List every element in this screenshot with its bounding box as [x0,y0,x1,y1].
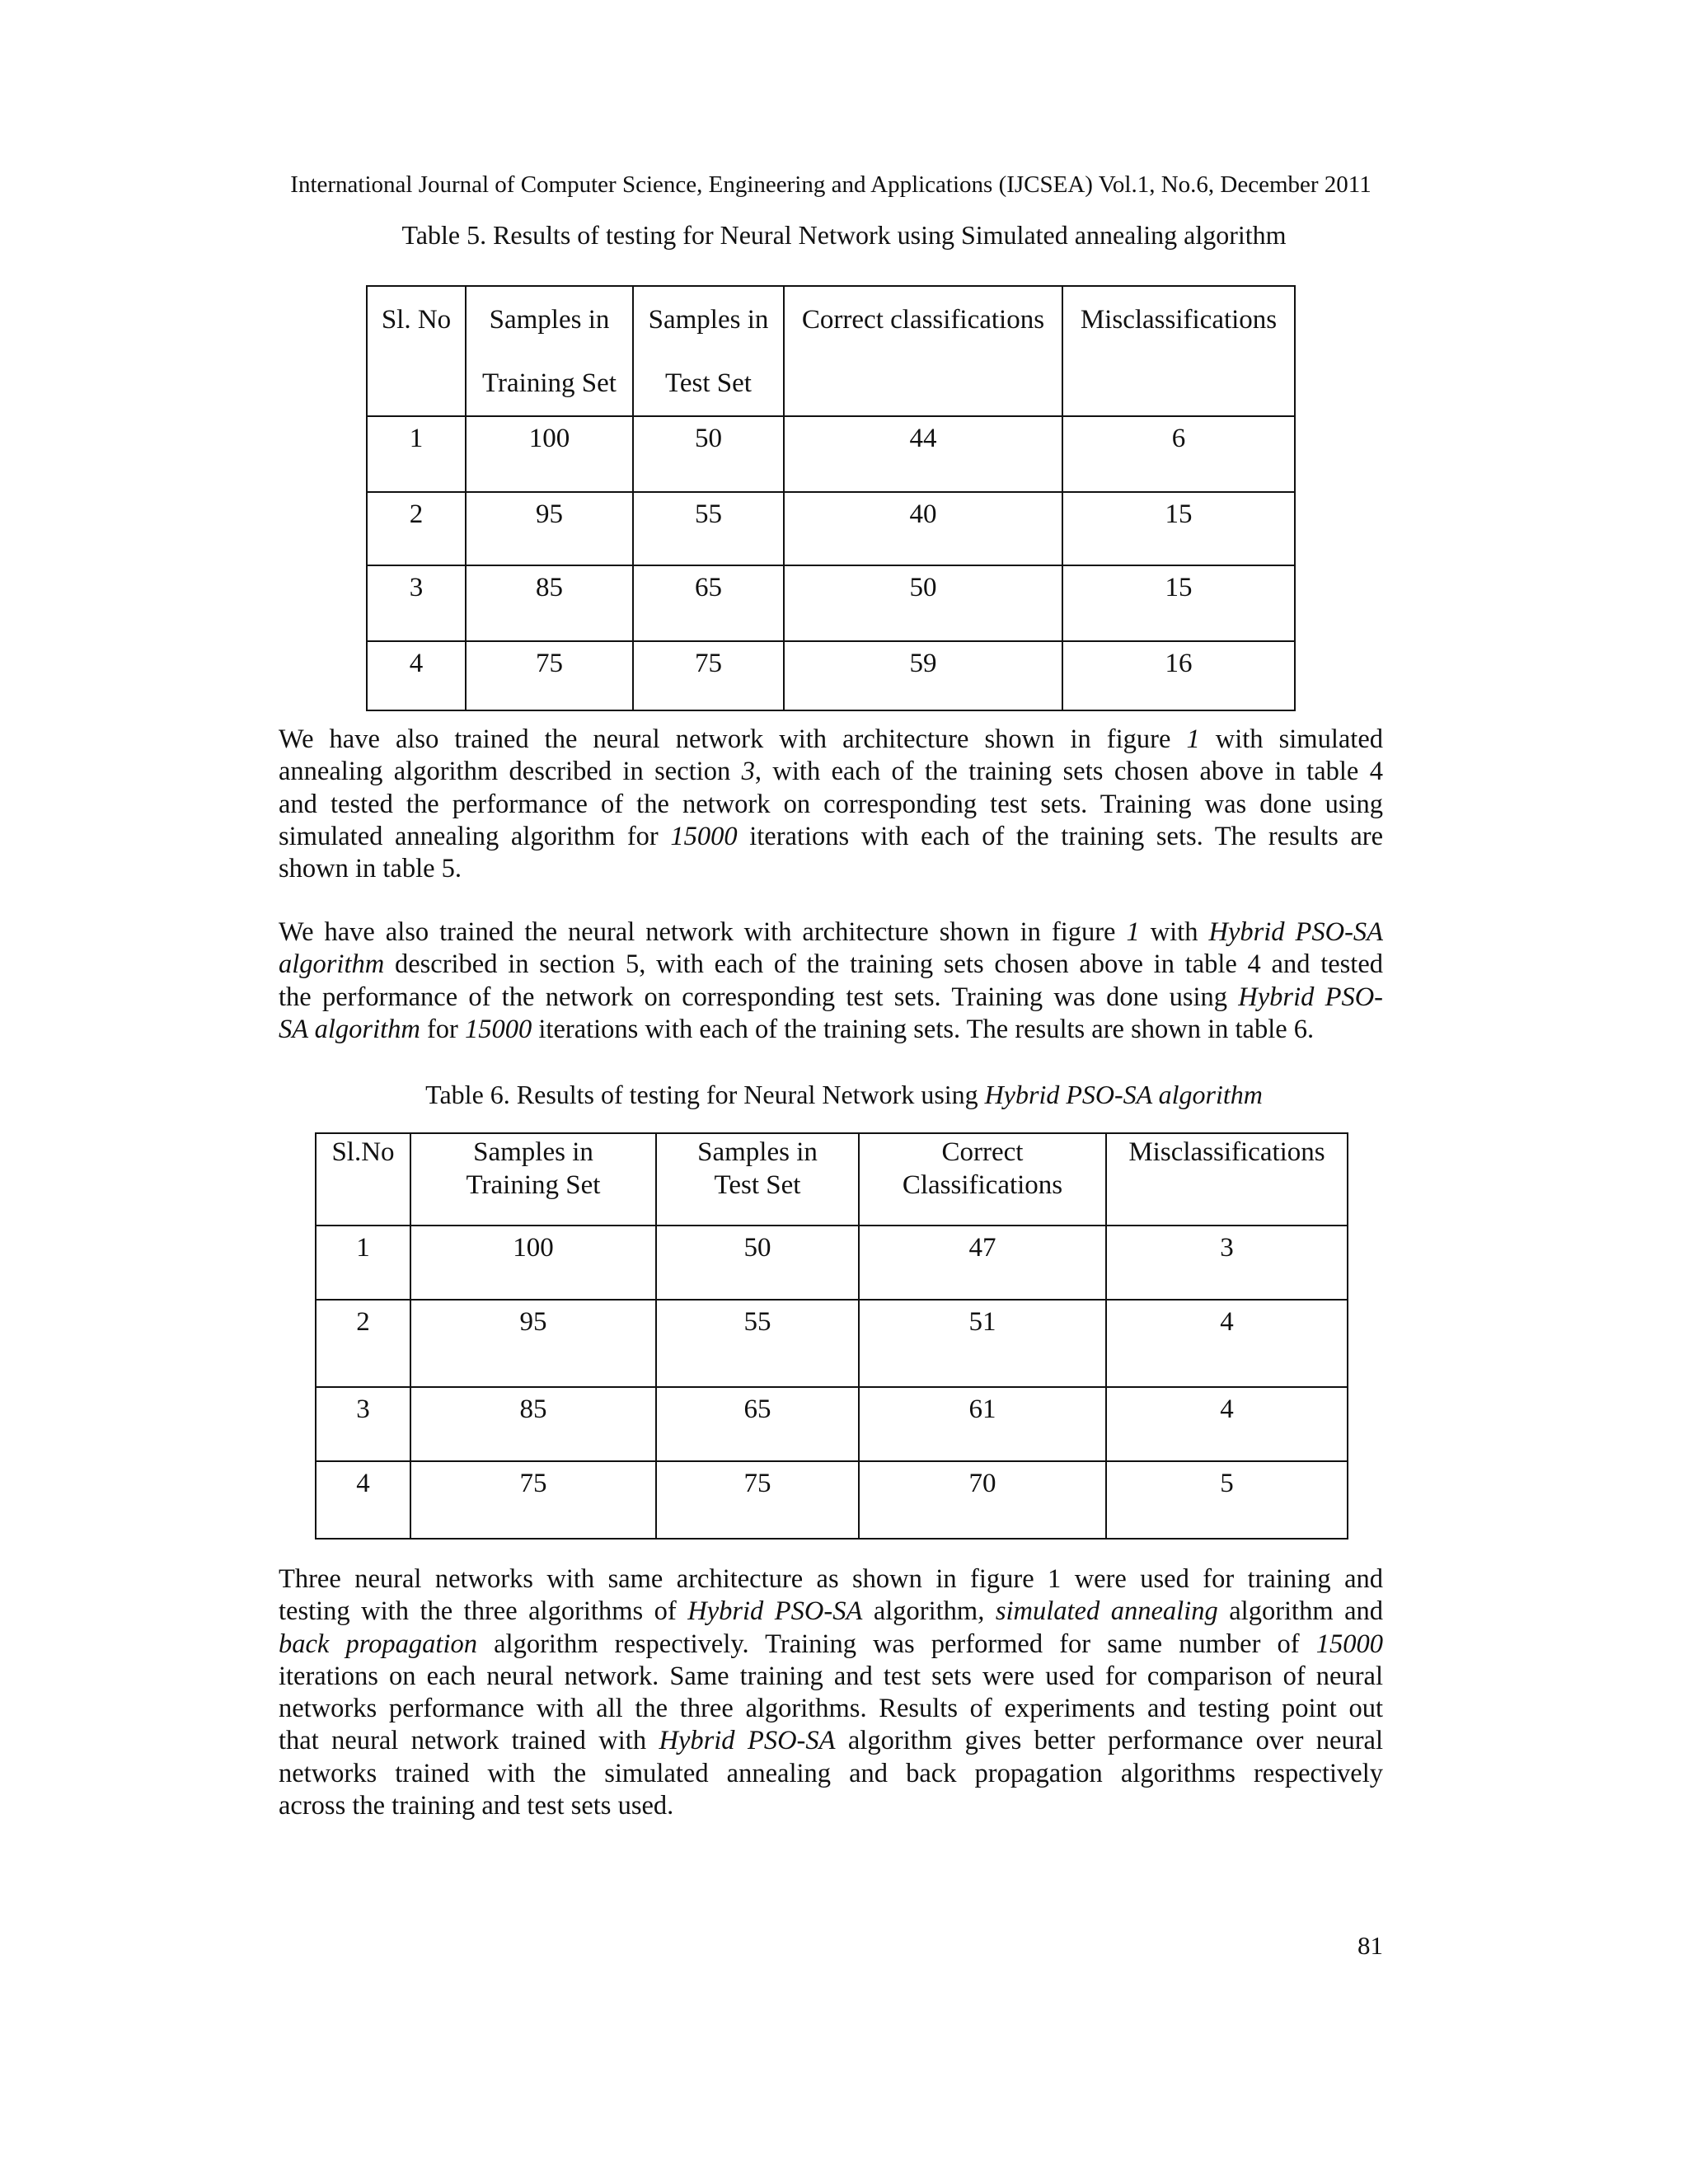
table-cell: 75 [410,1461,656,1539]
table-cell: 1 [316,1226,410,1300]
table-cell: 15 [1062,492,1295,565]
table-cell: 100 [410,1226,656,1300]
table-cell: 3 [316,1387,410,1461]
table5-header-misclassifications: Misclassifications [1062,286,1295,416]
table-cell: 51 [859,1300,1106,1387]
table-row [367,492,1295,565]
table-cell: 75 [633,641,784,710]
table-cell: 50 [633,416,784,492]
table-cell: 59 [784,641,1062,710]
table-cell: 44 [784,416,1062,492]
table-cell: 65 [656,1387,859,1461]
table-cell: 50 [784,565,1062,641]
table-row [316,1461,1348,1539]
table-cell: 85 [410,1387,656,1461]
table5 [366,285,1296,711]
table-cell: 70 [859,1461,1106,1539]
table5-header-training-set: Samples in Training Set [466,286,633,416]
journal-header: International Journal of Computer Science, Engineering and Applications (IJCSEA) Vol.1, No.6, December 2011 [290,171,1372,198]
table-cell: 1 [367,416,466,492]
table-row [367,565,1295,641]
table5-header-test-set: Samples in Test Set [633,286,784,416]
table-cell: 50 [656,1226,859,1300]
table-cell: 40 [784,492,1062,565]
table-cell: 47 [859,1226,1106,1300]
table-cell: 75 [656,1461,859,1539]
table-row [367,416,1295,492]
table-cell: 95 [410,1300,656,1387]
paragraph-1: We have also trained the neural network with architecture shown in figure 1 with simulated annealing algorithm described in section 3, with each of the training sets chosen above in table 4 and tested the performance of the network on corresponding test sets. Training was done using simulated annealing algorithm for 15000 iterations with each of the training sets. The results are shown in table 5. [279,724,1384,884]
table-cell: 3 [367,565,466,641]
table-cell: 55 [633,492,784,565]
table6-header-correct: Correct Classifications [859,1133,1106,1226]
table-cell: 75 [466,641,633,710]
table6-caption: Table 6. Results of testing for Neural Network using Hybrid PSO-SA algorithm [425,1080,1263,1109]
table-cell: 4 [367,641,466,710]
table-cell: 15 [1062,565,1295,641]
table6 [315,1132,1348,1540]
table-cell: 85 [466,565,633,641]
table-cell: 55 [656,1300,859,1387]
table-cell: 61 [859,1387,1106,1461]
page-number: 81 [1357,1931,1383,1960]
table5-header-row [367,286,1295,416]
table6-header-row [316,1133,1348,1226]
table6-header-training-set: Samples in Training Set [410,1133,656,1226]
table-row [316,1387,1348,1461]
table-cell: 4 [1106,1387,1348,1461]
table5-header-correct: Correct classifications [784,286,1062,416]
table-cell: 4 [1106,1300,1348,1387]
table-cell: 100 [466,416,633,492]
table-cell: 65 [633,565,784,641]
table-row [316,1300,1348,1387]
table-cell: 16 [1062,641,1295,710]
table-cell: 6 [1062,416,1295,492]
table5-header-slno: Sl. No [367,286,466,416]
table-cell: 4 [316,1461,410,1539]
table-row [316,1226,1348,1300]
table-row [367,641,1295,710]
table6-header-slno: Sl.No [316,1133,410,1226]
table6-header-test-set: Samples in Test Set [656,1133,859,1226]
table5-caption: Table 5. Results of testing for Neural Network using Simulated annealing algorithm [401,220,1287,250]
table-cell: 5 [1106,1461,1348,1539]
table-cell: 2 [367,492,466,565]
table-cell: 95 [466,492,633,565]
table-cell: 2 [316,1300,410,1387]
table6-header-misclassifications: Misclassifications [1106,1133,1348,1226]
paragraph-3: Three neural networks with same architecture as shown in figure 1 were used for training and testing with the three algorithms of Hybrid PSO-SA algorithm, simulated annealing algorithm and back propagation algorithm respectively. Training was performed for same number of 15000 iterations on each neural network. Same training and test sets were used for comparison of neural networks performance with all the three algorithms. Results of experiments and testing point out that neural network trained with Hybrid PSO-SA algorithm gives better performance over neural networks trained with the simulated annealing and back propagation algorithms respectively across the training and test sets used. [279,1564,1384,1821]
table-cell: 3 [1106,1226,1348,1300]
paragraph-2: We have also trained the neural network with architecture shown in figure 1 with Hybrid PSO-SA algorithm described in section 5, with each of the training sets chosen above in table 4 and tested the performance of the network on corresponding test sets. Training was done using Hybrid PSO- SA algorithm for 15000 iterations with each of the training sets. The results are shown in table 6. [279,917,1384,1044]
